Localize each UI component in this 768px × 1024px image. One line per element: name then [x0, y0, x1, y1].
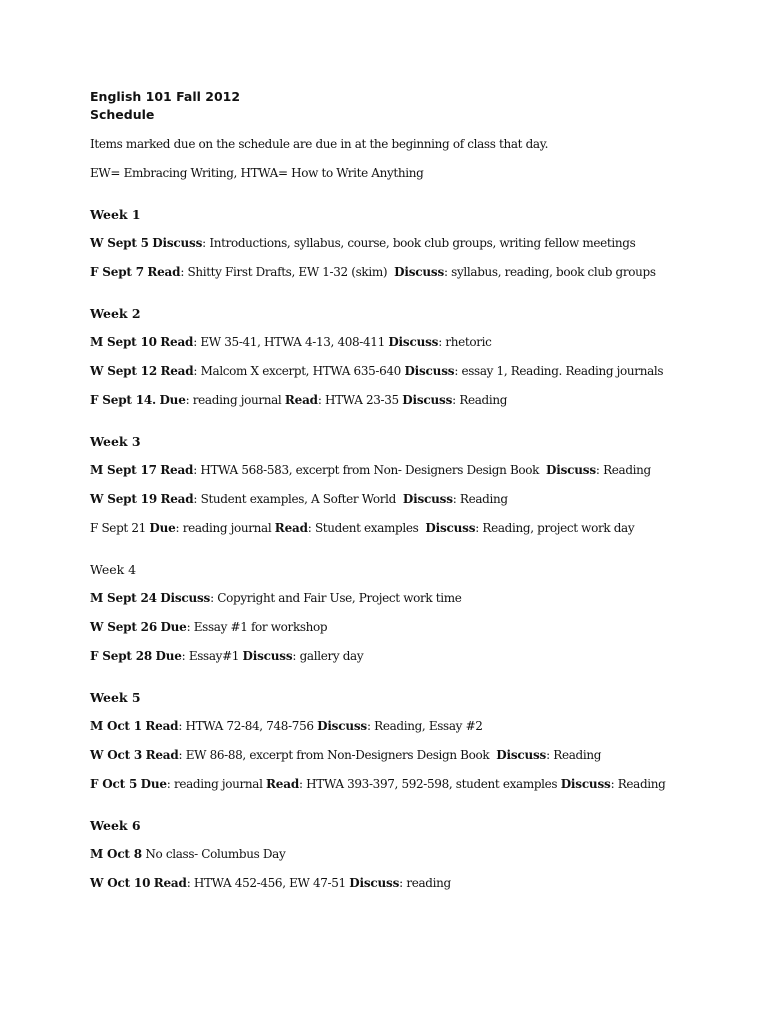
entry-label: Discuss: [546, 463, 596, 477]
entry-text: : HTWA 393-397, 592-598, student examples: [299, 777, 558, 791]
entry-text: : Essay #1 for workshop: [186, 620, 328, 634]
entry-date: F Sept 21: [90, 521, 146, 535]
entry-label: Read: [145, 719, 179, 733]
schedule-entry: [90, 392, 750, 408]
week-1-heading: Week 1: [90, 207, 141, 222]
entry-date: F Sept 14.: [90, 393, 156, 407]
week-3-heading: Week 3: [90, 434, 141, 449]
entry-text: : reading journal: [166, 777, 263, 791]
entry-label: Discuss: [388, 335, 439, 349]
entry-label: Discuss: [496, 748, 547, 762]
schedule-entry: [90, 747, 750, 763]
schedule-entry: [90, 264, 750, 280]
entry-date: M Sept 24: [90, 591, 157, 605]
entry-label: Read: [160, 335, 194, 349]
entry-date: W Sept 12: [90, 364, 157, 378]
entry-text: : Malcom X excerpt, HTWA 635-640: [193, 364, 401, 378]
entry-text: : EW 35-41, HTWA 4-13, 408-411: [193, 335, 385, 349]
week-6-heading: Week 6: [90, 818, 141, 833]
entry-label: Read: [266, 777, 300, 791]
entry-label: Due: [149, 521, 176, 535]
abbreviations-note: EW= Embracing Writing, HTWA= How to Write Anything: [90, 166, 424, 180]
document-page: [90, 88, 750, 891]
schedule-entry: [90, 718, 750, 734]
entry-date: M Sept 10: [90, 335, 157, 349]
entry-label: Discuss: [394, 265, 445, 279]
entry-date: F Oct 5: [90, 777, 138, 791]
entry-date: M Sept 17: [90, 463, 157, 477]
entry-text: : Essay#1: [181, 649, 240, 663]
entry-label: Read: [160, 492, 194, 506]
entry-text: : essay 1, Reading. Reading journals: [454, 364, 664, 378]
entry-text: : Copyright and Fair Use, Project work time: [210, 591, 462, 605]
entry-label: Read: [160, 463, 194, 477]
entry-text: : Reading: [595, 463, 651, 477]
entry-text: : reading: [399, 876, 451, 890]
entry-text: : rhetoric: [438, 335, 492, 349]
entry-label: Read: [274, 521, 308, 535]
schedule-entry: [90, 363, 750, 379]
entry-text: : Reading: [546, 748, 602, 762]
entry-text: : Reading, project work day: [475, 521, 635, 535]
entry-date: F Sept 28: [90, 649, 153, 663]
entry-label: Discuss: [402, 393, 453, 407]
entry-date: W Sept 26: [90, 620, 157, 634]
entry-label: Read: [284, 393, 318, 407]
entry-label: Discuss: [404, 364, 455, 378]
week-2-heading: Week 2: [90, 306, 141, 321]
schedule-entry: [90, 520, 750, 536]
week-4-heading: Week 4: [90, 562, 137, 577]
entry-text: : Introductions, syllabus, course, book club groups, writing fellow meetings: [202, 236, 636, 250]
entry-label: Discuss: [425, 521, 476, 535]
entry-date: M Oct 1: [90, 719, 142, 733]
due-note: Items marked due on the schedule are due in at the beginning of class that day.: [90, 137, 549, 151]
entry-date: M Oct 8: [90, 847, 142, 861]
entry-text: : syllabus, reading, book club groups: [444, 265, 656, 279]
entry-date: W Sept 5: [90, 236, 149, 250]
entry-date: W Sept 19: [90, 492, 157, 506]
entry-label: Discuss: [152, 236, 203, 250]
entry-date: F Sept 7: [90, 265, 144, 279]
course-title: English 101 Fall 2012: [90, 89, 241, 104]
entry-label: Due: [160, 620, 187, 634]
entry-label: Read: [153, 876, 187, 890]
schedule-entry: [90, 619, 750, 635]
entry-text: : gallery day: [292, 649, 364, 663]
schedule-entry: [90, 462, 750, 478]
entry-text: : HTWA 568-583, excerpt from Non- Designers Design Book: [193, 463, 540, 477]
entry-text: : Reading, Essay #2: [366, 719, 483, 733]
schedule-entry: [90, 846, 750, 862]
entry-text: : Shitty First Drafts, EW 1-32 (skim): [180, 265, 388, 279]
entry-text: No class- Columbus Day: [141, 847, 286, 861]
entry-text: : reading journal: [185, 393, 282, 407]
entry-label: Read: [147, 265, 181, 279]
entry-text: : Reading: [610, 777, 666, 791]
schedule-entry: [90, 590, 750, 606]
entry-text: : reading journal: [175, 521, 272, 535]
schedule-entry: [90, 491, 750, 507]
entry-text: : Student examples, A Softer World: [193, 492, 396, 506]
entry-label: Due: [140, 777, 167, 791]
entry-label: Due: [159, 393, 186, 407]
schedule-heading: Schedule: [90, 107, 155, 122]
entry-text: : HTWA 452-456, EW 47-51: [186, 876, 346, 890]
document-header: [90, 88, 750, 124]
entry-label: Discuss: [242, 649, 293, 663]
entry-label: Read: [145, 748, 179, 762]
entry-text: : EW 86-88, excerpt from Non-Designers Design Book: [178, 748, 490, 762]
entry-text: : HTWA 23-35: [317, 393, 399, 407]
entry-date: W Oct 10: [90, 876, 151, 890]
entry-label: Discuss: [349, 876, 400, 890]
entry-label: Discuss: [402, 492, 453, 506]
schedule-entry: [90, 334, 750, 350]
schedule-entry: [90, 235, 750, 251]
schedule-entry: [90, 875, 750, 891]
entry-label: Discuss: [317, 719, 367, 733]
entry-label: Read: [160, 364, 194, 378]
entry-text: : HTWA 72-84, 748-756: [178, 719, 314, 733]
entry-text: : Student examples: [307, 521, 419, 535]
entry-label: Discuss: [160, 591, 211, 605]
week-5-heading: Week 5: [90, 690, 141, 705]
entry-label: Due: [155, 649, 182, 663]
entry-text: : Reading: [452, 393, 508, 407]
schedule-entry: [90, 776, 750, 792]
entry-label: Discuss: [560, 777, 611, 791]
schedule-entry: [90, 648, 750, 664]
entry-date: W Oct 3: [90, 748, 143, 762]
entry-text: : Reading: [452, 492, 508, 506]
